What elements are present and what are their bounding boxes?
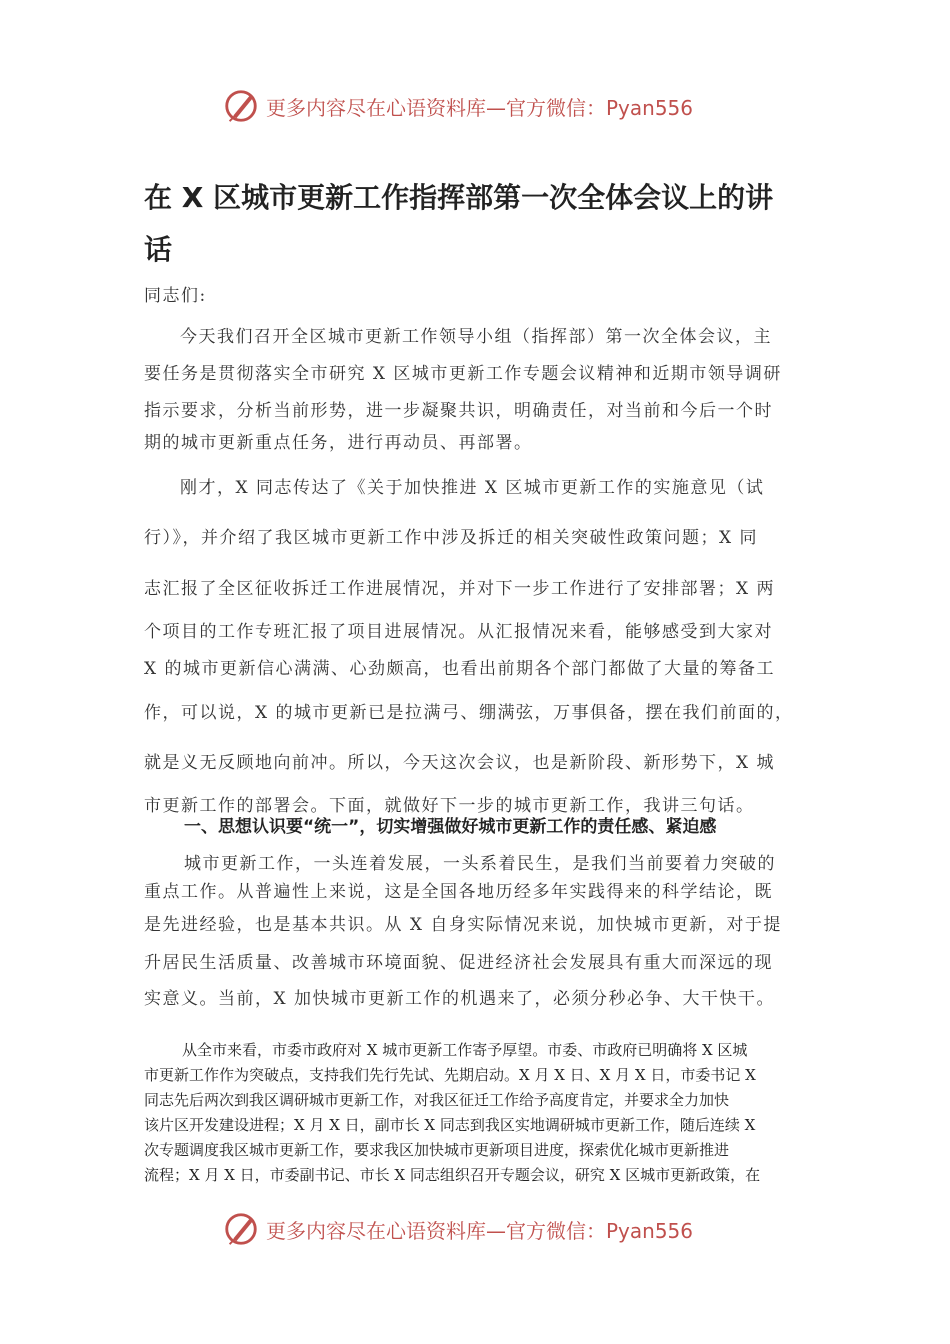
paragraph-4 [144, 1038, 812, 1188]
paragraph-line: 要任务是贯彻落实全市研究 X 区城市更新工作专题会议精神和近期市领导调研 [144, 364, 782, 384]
paragraph-line: 从全市来看，市委市政府对 X 城市更新工作寄予厚望。市委、市政府已明确将 X 区城 [182, 1041, 748, 1059]
header-watermark [222, 86, 693, 126]
banner-text: 更多内容尽在心语资料库—官方微信：Pyan556 [266, 95, 694, 120]
section-heading-1: 一、思想认识要“统一”，切实增强做好城市更新工作的责任感、紧迫感 [184, 817, 717, 837]
paragraph-line: 该片区开发建设进程；X 月 X 日，副市长 X 同志到我区实地调研城市更新工作，随后连续 X [144, 1116, 756, 1134]
paragraph-line: 市更新工作的部署会。下面，就做好下一步的城市更新工作，我讲三句话。 [144, 796, 755, 816]
paragraph-line: 市更新工作作为突破点，支持我们先行先试、先期启动。X 月 X 日、X 月 X 日，市委书记 X [144, 1066, 756, 1084]
paragraph-1 [144, 318, 808, 456]
paragraph-line: 行）》，并介绍了我区城市更新工作中涉及拆迁的相关突破性政策问题；X 同 [144, 528, 759, 548]
pen-logo-icon [222, 87, 260, 125]
document-title [144, 172, 804, 276]
paragraph-line: 流程；X 月 X 日，市委副书记、市长 X 同志组织召开专题会议，研究 X 区城市更新政策，在 [144, 1166, 761, 1184]
paragraph-line: 同志先后两次到我区调研城市更新工作，对我区征迁工作给予高度肯定，并要求全力加快 [144, 1091, 730, 1109]
pen-logo-icon [222, 1210, 260, 1248]
paragraph-line: 刚才，X 同志传达了《关于加快推进 X 区城市更新工作的实施意见（试 [180, 478, 765, 498]
paragraph-line: 指示要求，分析当前形势，进一步凝聚共识，明确责任，对当前和今后一个时 [144, 401, 773, 421]
paragraph-line: X 的城市更新信心满满、心劲颇高，也看出前期各个部门都做了大量的筹备工 [144, 659, 776, 679]
title-line-1: 在 X 区城市更新工作指挥部第一次全体会议上的讲 [144, 181, 774, 214]
paragraph-line: 升居民生活质量、改善城市环境面貌、促进经济社会发展具有重大而深远的现 [144, 953, 773, 973]
paragraph-line: 作，可以说，X 的城市更新已是拉满弓、绷满弦，万事俱备，摆在我们前面的， [144, 703, 794, 723]
paragraph-line: 次专题调度我区城市更新工作，要求我区加快城市更新项目进度，探索优化城市更新推进 [144, 1141, 730, 1159]
paragraph-3 [144, 850, 808, 1016]
paragraph-2 [144, 464, 808, 824]
banner-text: 更多内容尽在心语资料库—官方微信：Pyan556 [266, 1218, 694, 1243]
title-line-2: 话 [144, 233, 173, 266]
paragraph-line: 期的城市更新重点任务，进行再动员、再部署。 [144, 433, 533, 453]
footer-watermark [222, 1209, 693, 1249]
paragraph-line: 志汇报了全区征收拆迁工作进展情况，并对下一步工作进行了安排部署；X 两 [144, 579, 776, 599]
paragraph-line: 就是义无反顾地向前冲。所以，今天这次会议，也是新阶段、新形势下，X 城 [144, 753, 776, 773]
salutation: 同志们: [144, 286, 207, 306]
paragraph-line: 实意义。当前，X 加快城市更新工作的机遇来了，必须分秒必争、大干快干。 [144, 989, 776, 1009]
paragraph-line: 是先进经验，也是基本共识。从 X 自身实际情况来说，加快城市更新，对于提 [144, 915, 782, 935]
paragraph-line: 个项目的工作专班汇报了项目进展情况。从汇报情况来看，能够感受到大家对 [144, 622, 773, 642]
paragraph-line: 重点工作。从普遍性上来说，这是全国各地历经多年实践得来的科学结论，既 [144, 882, 773, 902]
paragraph-line: 今天我们召开全区城市更新工作领导小组（指挥部）第一次全体会议，主 [180, 327, 772, 347]
paragraph-line: 城市更新工作，一头连着发展，一头系着民生，是我们当前要着力突破的 [184, 854, 776, 874]
